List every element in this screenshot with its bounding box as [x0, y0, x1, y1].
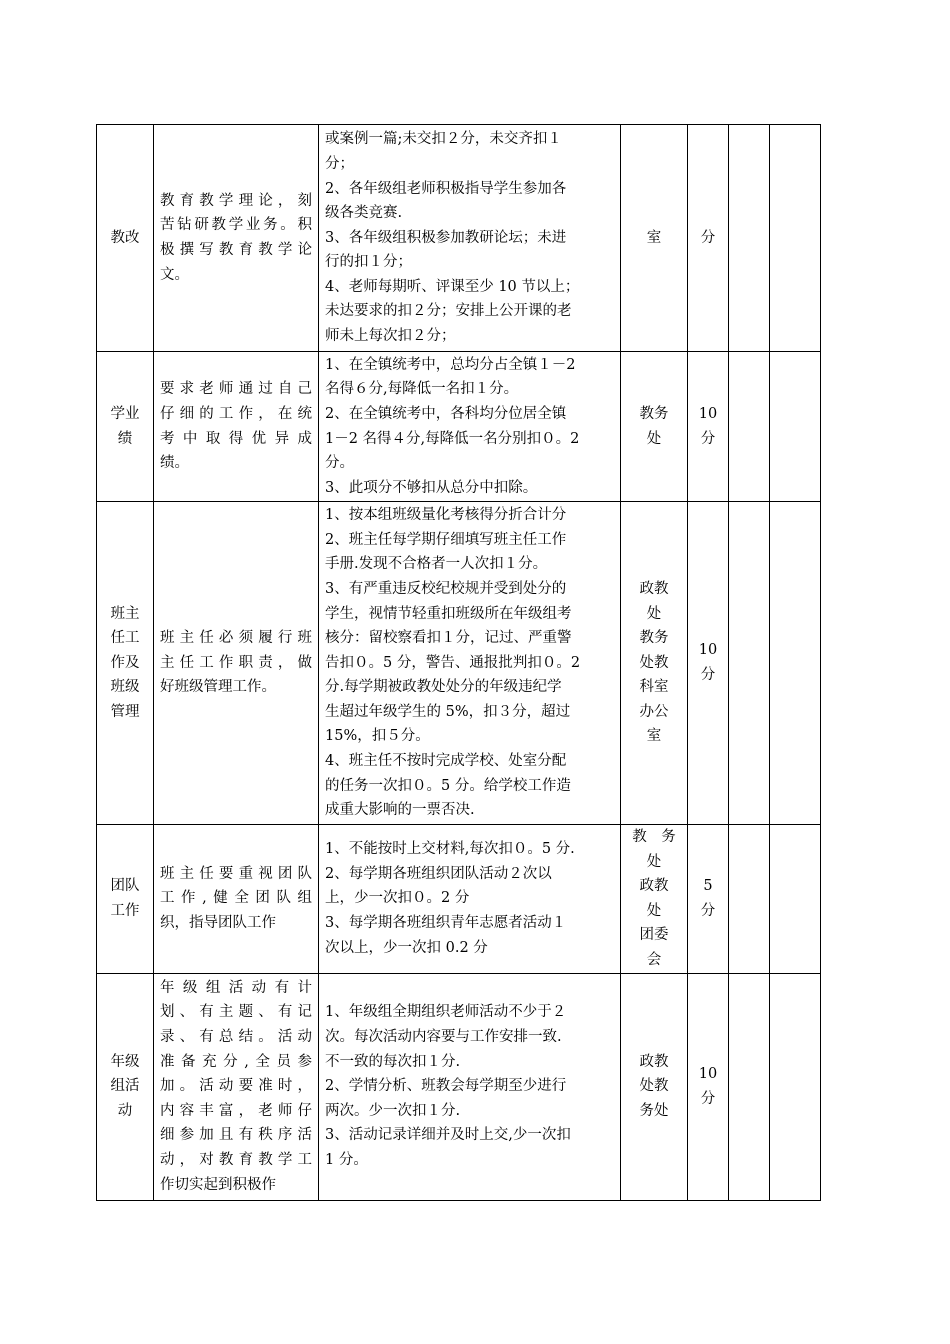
department-cell [621, 973, 688, 1200]
category-cell [97, 352, 154, 502]
blank-cell [729, 825, 770, 974]
cell-text-line: 班级 [110, 679, 140, 696]
requirement-cell [154, 973, 319, 1200]
cell-text-line: 动，对教育教学工 [160, 1152, 312, 1169]
score-cell [688, 502, 729, 825]
cell-text-line: 动 [117, 1102, 133, 1119]
cell-text-line: 两次。少一次扣１分. [325, 1102, 461, 1119]
cell-text-line: 2、每学期各班组织团队活动２次以 [325, 865, 552, 882]
cell-text-line: 室 [646, 229, 662, 246]
cell-text-line: 3、此项分不够扣从总分中扣除。 [325, 479, 538, 496]
cell-text-line: 教 务 [632, 829, 676, 845]
cell-text-line: 教育教学理论，刻 [160, 192, 312, 209]
cell-text-line: 1、按本组班级量化考核得分折合计分 [325, 507, 567, 524]
cell-text-line: 办公 [639, 703, 669, 720]
cell-text-line: 组活 [110, 1078, 140, 1095]
cell-text-line: 3、各年级组积极参加教研论坛；未进 [325, 229, 567, 246]
requirement-cell [154, 502, 319, 825]
department-cell [621, 825, 688, 974]
table-row [97, 125, 821, 352]
standard-cell [319, 825, 621, 974]
cell-text-line: 考中取得优异成 [160, 430, 312, 447]
cell-text-line: 4、班主任不按时完成学校、处室分配 [325, 753, 567, 770]
blank-cell [770, 502, 821, 825]
department-cell [621, 502, 688, 825]
cell-text-line: 教务 [639, 405, 669, 422]
requirement-cell [154, 125, 319, 352]
cell-text-line: 2、学情分析、班教会每学期至少进行 [325, 1078, 567, 1095]
blank-cell [770, 973, 821, 1200]
cell-text-line: 2、各年级组老师积极指导学生参加各 [325, 180, 567, 197]
table-body [97, 125, 821, 1201]
cell-text-line: 主任工作职责，做 [160, 654, 312, 671]
blank-cell [770, 352, 821, 502]
cell-text-line: 15%，扣５分。 [325, 728, 430, 745]
cell-text-line: 年级组活动有计 [160, 979, 312, 996]
cell-text-line: 录、有总结。活动 [160, 1029, 312, 1046]
cell-text-line: 文。 [160, 266, 189, 283]
cell-text-line: 1、在全镇统考中，总均分占全镇１－2 [325, 356, 576, 373]
blank-cell [729, 352, 770, 502]
cell-text-line: 科室 [639, 679, 669, 696]
score-cell [688, 973, 729, 1200]
score-cell [688, 352, 729, 502]
cell-text-line: 团委 [639, 927, 669, 944]
cell-text-line: 作切实起到积极作 [160, 1176, 276, 1193]
cell-text-line: 划、有主题、有记 [160, 1004, 312, 1021]
cell-text-line: 次以上，少一次扣 0.2 分 [325, 939, 488, 956]
cell-text-line: 会 [646, 951, 662, 968]
score-cell [688, 125, 729, 352]
cell-text-line: 处教 [639, 1078, 669, 1095]
cell-text-line: 或案例一篇;未交扣２分，未交齐扣１ [325, 131, 562, 148]
cell-text-line: 10 [698, 1065, 718, 1082]
cell-text-line: 分 [700, 902, 716, 919]
cell-text-line: 3、活动记录详细并及时上交,少一次扣 [325, 1127, 571, 1144]
cell-text-line: 2、在全镇统考中，各科均分位居全镇 [325, 405, 567, 422]
cell-text-line: 10 [698, 642, 718, 659]
table-row [97, 825, 821, 974]
cell-text-line: 手册.发现不合格者一人次扣１分。 [325, 556, 548, 573]
cell-text-line: 团队 [110, 878, 140, 895]
cell-text-line: 政教 [639, 1053, 669, 1070]
cell-text-line: 行的扣１分； [325, 254, 412, 271]
standard-cell [319, 352, 621, 502]
category-cell [97, 825, 154, 974]
cell-text-line: 仔细的工作，在统 [160, 405, 312, 422]
cell-text-line: 次。每次活动内容要与工作安排一致. [325, 1029, 562, 1046]
cell-text-line: 内容丰富，老师仔 [160, 1102, 312, 1119]
cell-text-line: 5 [703, 878, 713, 895]
cell-text-line: 上，少一次扣０。2 分 [325, 890, 470, 907]
cell-text-line: 师未上每次扣２分； [325, 328, 456, 345]
cell-text-line: 处 [646, 902, 662, 919]
cell-text-line: 分 [700, 667, 716, 683]
cell-text-line: 告扣０。5 分，警告、通报批判扣０。2 [325, 654, 581, 671]
cell-text-line: 织，指导团队工作 [160, 915, 276, 932]
cell-text-line: 任工 [110, 630, 140, 647]
cell-text-line: 处 [646, 605, 662, 622]
cell-text-line: 分.每学期被政教处处分的年级违纪学 [325, 679, 562, 696]
cell-text-line: 极撰写教育教学论 [160, 242, 312, 258]
cell-text-line: 班主 [110, 605, 140, 622]
blank-cell [729, 973, 770, 1200]
table-row [97, 502, 821, 825]
cell-text-line: 苦钻研教学业务。积 [160, 217, 312, 234]
cell-text-line: 学业 [110, 405, 140, 422]
cell-text-line: 分 [700, 430, 716, 447]
cell-text-line: 政教 [639, 878, 669, 895]
cell-text-line: 3、每学期各班组织青年志愿者活动１ [325, 915, 567, 932]
cell-text-line: 好班级管理工作。 [160, 679, 276, 696]
cell-text-line: 教改 [110, 229, 140, 246]
cell-text-line: 分 [700, 1090, 716, 1107]
category-cell [97, 502, 154, 825]
category-cell [97, 125, 154, 352]
cell-text-line: 处 [646, 430, 662, 447]
cell-text-line: 准备充分,全员参 [160, 1053, 312, 1070]
cell-text-line: 工作 [110, 902, 140, 919]
standard-cell [319, 125, 621, 352]
cell-text-line: 级各类竞赛. [325, 205, 403, 222]
cell-text-line: 生超过年级学生的 5%，扣３分，超过 [325, 703, 571, 720]
cell-text-line: 年级 [110, 1053, 140, 1070]
blank-cell [729, 502, 770, 825]
cell-text-line: 3、有严重违反校纪校规并受到处分的 [325, 580, 567, 597]
table-row [97, 352, 821, 502]
cell-text-line: 核分：留校察看扣１分，记过、严重警 [325, 630, 572, 647]
cell-text-line: 教务 [639, 630, 669, 647]
cell-text-line: 政教 [639, 580, 669, 597]
cell-text-line: 1、年级组全期组织老师活动不少于２ [325, 1004, 567, 1021]
requirement-cell [154, 825, 319, 974]
cell-text-line: 10 [698, 405, 718, 422]
blank-cell [729, 125, 770, 352]
score-cell [688, 825, 729, 974]
assessment-table [96, 124, 821, 1201]
cell-text-line: 细参加且有秩序活 [160, 1127, 312, 1144]
cell-text-line: 管理 [110, 703, 140, 720]
department-cell [621, 125, 688, 352]
cell-text-line: 分 [700, 229, 716, 246]
cell-text-line: 1、不能按时上交材料,每次扣０。5 分. [325, 841, 575, 858]
cell-text-line: 成重大影响的一票否决. [325, 802, 475, 819]
cell-text-line: 处教 [639, 654, 669, 671]
cell-text-line: 1－2 名得４分,每降低一名分别扣０。2 [325, 430, 580, 447]
cell-text-line: 不一致的每次扣１分. [325, 1053, 461, 1070]
cell-text-line: 工作,健全团队组 [160, 890, 312, 907]
requirement-cell [154, 352, 319, 502]
cell-text-line: 作及 [110, 654, 140, 671]
cell-text-line: 绩 [117, 430, 133, 447]
standard-cell [319, 973, 621, 1200]
cell-text-line: 分。 [325, 455, 354, 472]
cell-text-line: 加。活动要准时， [160, 1078, 312, 1095]
cell-text-line: 的任务一次扣０。5 分。给学校工作造 [325, 777, 571, 794]
cell-text-line: 班主任要重视团队 [160, 865, 312, 882]
cell-text-line: 未达要求的扣２分；安排上公开课的老 [325, 303, 572, 320]
cell-text-line: 1 分。 [325, 1152, 368, 1169]
blank-cell [770, 125, 821, 352]
cell-text-line: 班主任必须履行班 [160, 630, 312, 647]
cell-text-line: 要求老师通过自己 [160, 381, 312, 398]
table-row [97, 973, 821, 1200]
department-cell [621, 352, 688, 502]
cell-text-line: 绩。 [160, 455, 189, 472]
cell-text-line: 务处 [639, 1102, 669, 1119]
cell-text-line: 处 [646, 853, 662, 870]
cell-text-line: 名得６分,每降低一名扣１分。 [325, 381, 519, 398]
category-cell [97, 973, 154, 1200]
cell-text-line: 分； [325, 155, 354, 172]
cell-text-line: 学生，视情节轻重扣班级所在年级组考 [325, 605, 572, 622]
cell-text-line: 室 [646, 728, 662, 745]
cell-text-line: 4、老师每期听、评课至少 10 节以上； [325, 278, 580, 295]
cell-text-line: 2、班主任每学期仔细填写班主任工作 [325, 531, 567, 548]
standard-cell [319, 502, 621, 825]
blank-cell [770, 825, 821, 974]
